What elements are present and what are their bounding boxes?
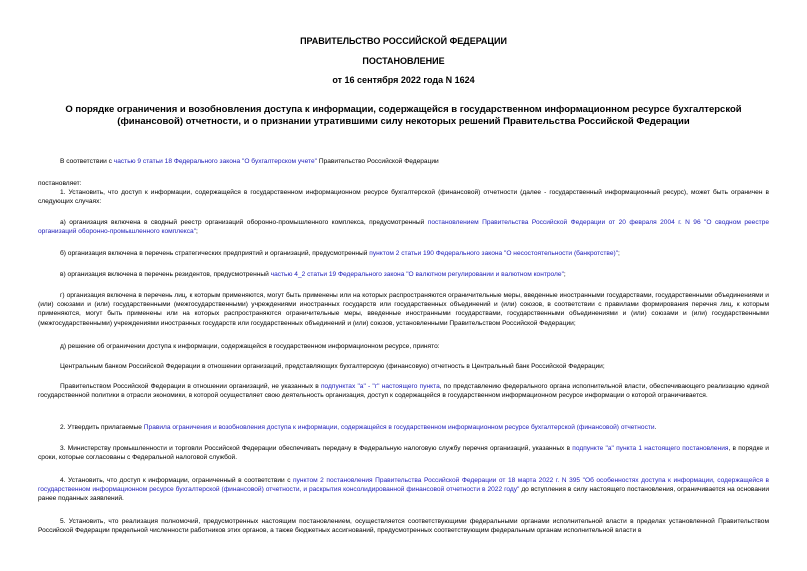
link-accounting-law[interactable]: частью 9 статьи 18 Федерального закона "О бухгалтерском учете"	[113, 158, 318, 165]
text: В соответствии с	[60, 158, 114, 165]
clause-2	[38, 423, 769, 432]
text: ;	[618, 250, 620, 257]
document-date-number: от 16 сентября 2022 года N 1624	[332, 75, 475, 85]
text: до вступления в силу настоящего постановления, ограничивается на основании ранее поданных заявлений.	[38, 486, 770, 503]
government-name: ПРАВИТЕЛЬСТВО РОССИЙСКОЙ ФЕДЕРАЦИИ	[300, 36, 507, 46]
link-bankruptcy-law[interactable]: пунктом 2 статьи 190 Федерального закона "О несостоятельности (банкротстве)"	[369, 250, 619, 257]
document-type: ПОСТАНОВЛЕНИЕ	[362, 56, 445, 66]
text: а) организация включена в сводный реестр организаций оборонно-промышленного комплекса, предусмотренный	[60, 219, 428, 226]
clause-1v	[38, 270, 769, 279]
link-resolution-395[interactable]: пунктом 2 постановления Правительства Российской Федерации от 18 марта 2022 г. N 395 "Об особенностях доступа к информации, содержащейся в государственном информационном ресурсе бухгалтерской (финансовой) отчетности, и раскрытия консолидированной финансовой отчетности в 2022 году"	[38, 477, 769, 494]
text: .	[654, 424, 657, 431]
link-subclause-a[interactable]: подпункте "а" пункта 1 настоящего постановления	[572, 445, 729, 452]
clause-1b	[38, 249, 769, 258]
link-subclauses-a-g[interactable]: подпунктах "а" - "г" настоящего пункта	[320, 383, 440, 390]
text: б) организация включена в перечень стратегических предприятий и организаций, предусмотренный	[60, 250, 370, 257]
link-rules[interactable]: Правила ограничения и возобновления доступа к информации, содержащейся в государственном информационном ресурсе бухгалтерской (финансовой) отчетности	[143, 424, 655, 431]
text: ;	[563, 271, 566, 278]
clause-1: 1. Установить, что доступ к информации, содержащейся в государственном информационном ресурсе бухгалтерской (финансовой) отчетности (далее - государственный информационный ресурс), может быть ограничен в следующих случаях:	[38, 189, 769, 206]
link-resolution-96[interactable]: постановлением Правительства Российской Федерации от 20 февраля 2004 г. N 96 "О сводном реестре организаций оборонно-промышленного комплекса"	[38, 219, 769, 236]
text: Правительством Российской Федерации в отношении организаций, не указанных в	[60, 383, 321, 390]
clause-3	[38, 444, 769, 462]
text: , по представлению федерального органа исполнительной власти, обеспечивающего реализацию единой государственной политики в отрасли экономики, в которой осуществляет свою деятельность организация, доступ к содержащейся в государственном информационном ресурсе информации о которой ограничивается.	[38, 383, 769, 400]
text: 2. Утвердить прилагаемые	[60, 424, 144, 431]
clause-4	[38, 476, 769, 504]
text: в) организация включена в перечень резидентов, предусмотренный	[60, 271, 271, 278]
preamble	[38, 157, 769, 166]
clause-1g: г) организация включена в перечень лиц, к которым применяются, могут быть применены или на которых распространяются ограничительные меры, введенные иностранными государствами, государственными объединениями и (или) союзами и (или) государственными (межгосударственными) учреждениями иностранных государств или государственных объединений и (или) союзов, в соответствии с правилами формирования перечня лиц, к которым применяются, могут быть применены или на которых распространяются ограничительные меры, введенные иностранными государствами, государственными объединениями и (или) союзами и (или) государственными (межгосударственными) учреждениями иностранных государств или государственных объединений и (или) союзов, установленными Правительством Российской Федерации;	[38, 292, 769, 327]
clause-1d: д) решение об ограничении доступа к информации, содержащейся в государственном информационном ресурсе, принято:	[60, 343, 440, 350]
text: Правительство Российской Федерации	[317, 158, 439, 165]
text: , в порядке и сроки, которые согласованы с Федеральной налоговой службой.	[38, 445, 769, 462]
clause-1d-government	[38, 382, 769, 400]
clause-5: 5. Установить, что реализация полномочий, предусмотренных настоящим постановлением, осуществляется соответствующими федеральными органами исполнительной власти в пределах установленной Правительством Российской Федерации предельной численности работников этих органов, а также бюджетных ассигнований, предусмотренных соответствующим федеральным органам исполнительной власти в	[38, 518, 769, 535]
clause-1a	[38, 218, 769, 236]
text: 3. Министерству промышленности и торговли Российской Федерации обеспечивать передачу в Федеральную налоговую службу перечня организаций, указанных в	[60, 445, 573, 452]
text: 4. Установить, что доступ к информации, ограниченный в соответствии с	[60, 477, 294, 484]
clause-1d-central-bank: Центральным банком Российской Федерации в отношении организаций, представляющих бухгалтерскую (финансовую) отчетность в Центральный банк Российской Федерации;	[60, 363, 605, 370]
text: ;	[196, 228, 198, 236]
resolves: постановляет:	[38, 180, 82, 187]
document-title: О порядке ограничения и возобновления доступа к информации, содержащейся в государственном информационном ресурсе бухгалтерской (финансовой) отчетности, и о признании утратившими силу некоторых решений Правительства Российской Федерации	[65, 104, 742, 127]
link-currency-law[interactable]: частью 4_2 статьи 19 Федерального закона "О валютном регулировании и валютном контроле"	[270, 271, 564, 278]
